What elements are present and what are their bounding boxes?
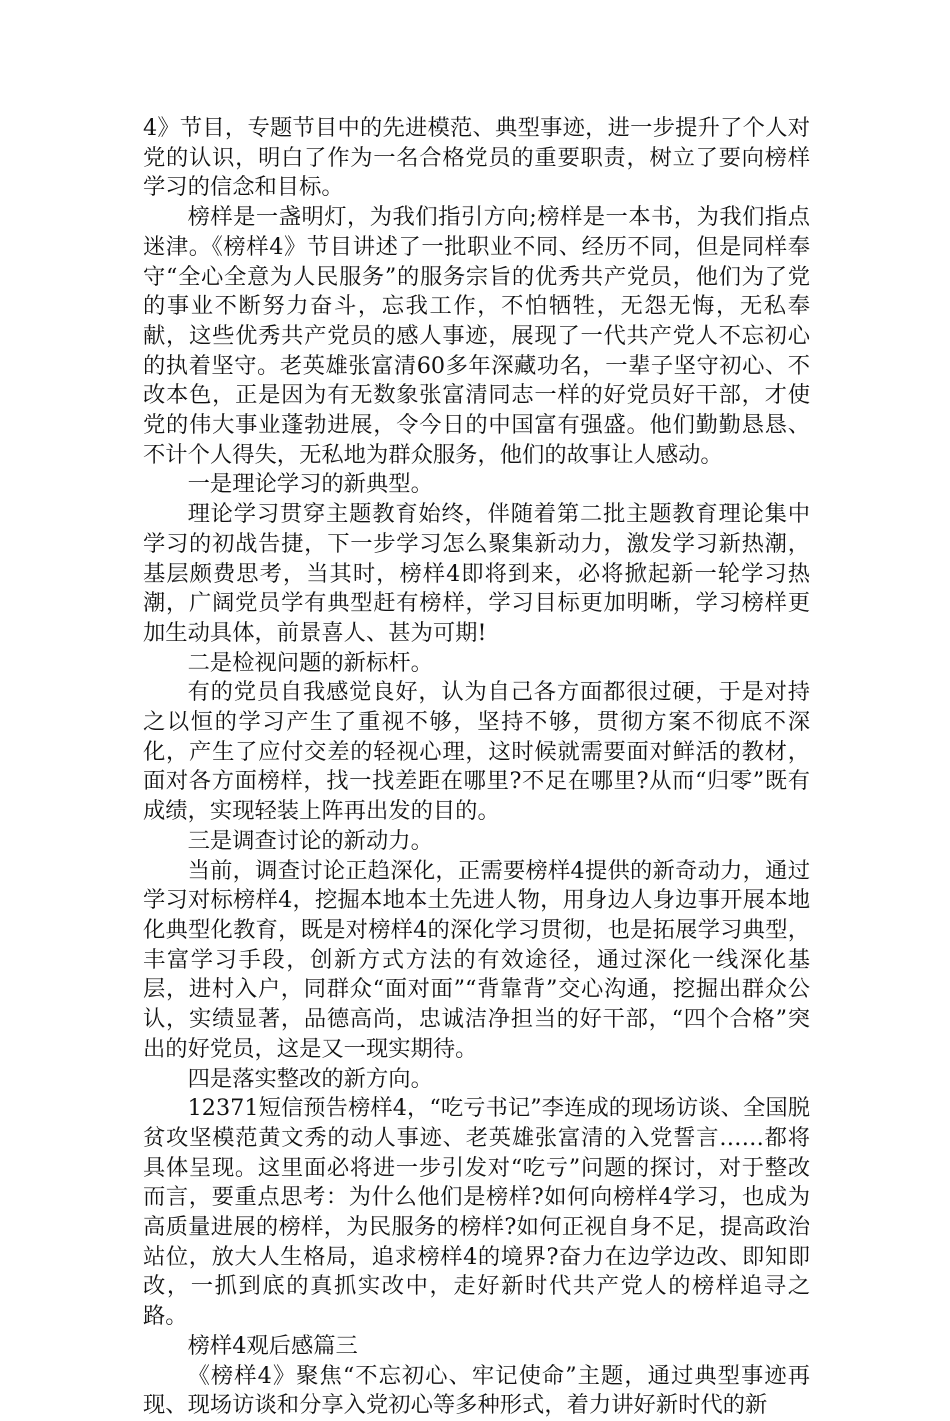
document-body [143, 114, 810, 1421]
paragraph: 12371短信预告榜样4，“吃亏书记”李连成的现场访谈、全国脱贫攻坚模范黄文秀的动人事迹、老英雄张富清的入党誓言……都将具体呈现。这里面必将进一步引发对“吃亏”问题的探讨，对于整改而言，要重点思考：为什么他们是榜样?如何向榜样4学习，也成为高质量进展的榜样，为民服务的榜样?如何正视自身不足，提高政治站位，放大人生格局，追求榜样4的境界?奋力在边学边改、即知即改，一抓到底的真抓实改中，走好新时代共产党人的榜样追寻之路。 [143, 1095, 810, 1330]
section-heading: 四是落实整改的新方向。 [187, 1065, 433, 1092]
article-title: 榜样4观后感篇三 [187, 1332, 358, 1359]
paragraph: 榜样是一盏明灯，为我们指引方向;榜样是一本书，为我们指点迷津。《榜样4》节目讲述了一批职业不同、经历不同，但是同样奉守“全心全意为人民服务”的服务宗旨的优秀共产党员，他们为了党的事业不断努力奋斗，忘我工作，不怕牺牲，无怨无悔，无私奉献，这些优秀共产党员的感人事迹，展现了一代共产党人不忘初心的执着坚守。老英雄张富清60多年深藏功名，一辈子坚守初心、不改本色，正是因为有无数象张富清同志一样的好党员好干部，才使党的伟大事业蓬勃进展，令今日的中国富有强盛。他们勤勤恳恳、不计个人得失，无私地为群众服务，他们的故事让人感动。 [143, 204, 810, 468]
paragraph: 有的党员自我感觉良好，认为自己各方面都很过硬，于是对持之以恒的学习产生了重视不够，坚持不够，贯彻方案不彻底不深化，产生了应付交差的轻视心理，这时候就需要面对鲜活的教材，面对各方面榜样，找一找差距在哪里?不足在哪里?从而“归零”既有成绩，实现轻装上阵再出发的目的。 [143, 679, 810, 825]
section-heading: 一是理论学习的新典型。 [187, 471, 433, 498]
paragraph: 4》节目，专题节目中的先进模范、典型事迹，进一步提升了个人对党的认识，明白了作为一名合格党员的重要职责，树立了要向榜样学习的信念和目标。 [143, 115, 810, 201]
paragraph: 理论学习贯穿主题教育始终，伴随着第二批主题教育理论集中学习的初战告捷，下一步学习怎么聚集新动力，激发学习新热潮，基层颇费思考，当其时，榜样4即将到来，必将掀起新一轮学习热潮，广阔党员学有典型赶有榜样，学习目标更加明晰，学习榜样更加生动具体，前景喜人、甚为可期! [143, 501, 810, 646]
paragraph: 《榜样4》聚焦“不忘初心、牢记使命”主题，通过典型事迹再现、现场访谈和分享入党初心等多种形式，着力讲好新时代的新 [143, 1362, 810, 1419]
section-heading: 二是检视问题的新标杆。 [187, 649, 433, 676]
paragraph: 当前，调查讨论正趋深化，正需要榜样4提供的新奇动力，通过学习对标榜样4，挖掘本地本土先进人物，用身边人身边事开展本地化典型化教育，既是对榜样4的深化学习贯彻，也是拓展学习典型，丰富学习手段，创新方式方法的有效途径，通过深化一线深化基层，进村入户，同群众“面对面”“背靠背”交心沟通，挖掘出群众公认，实绩显著，品德高尚，忠诚洁净担当的好干部，“四个合格”突出的好党员，这是又一现实期待。 [143, 857, 810, 1062]
section-heading: 三是调查讨论的新动力。 [187, 827, 433, 854]
